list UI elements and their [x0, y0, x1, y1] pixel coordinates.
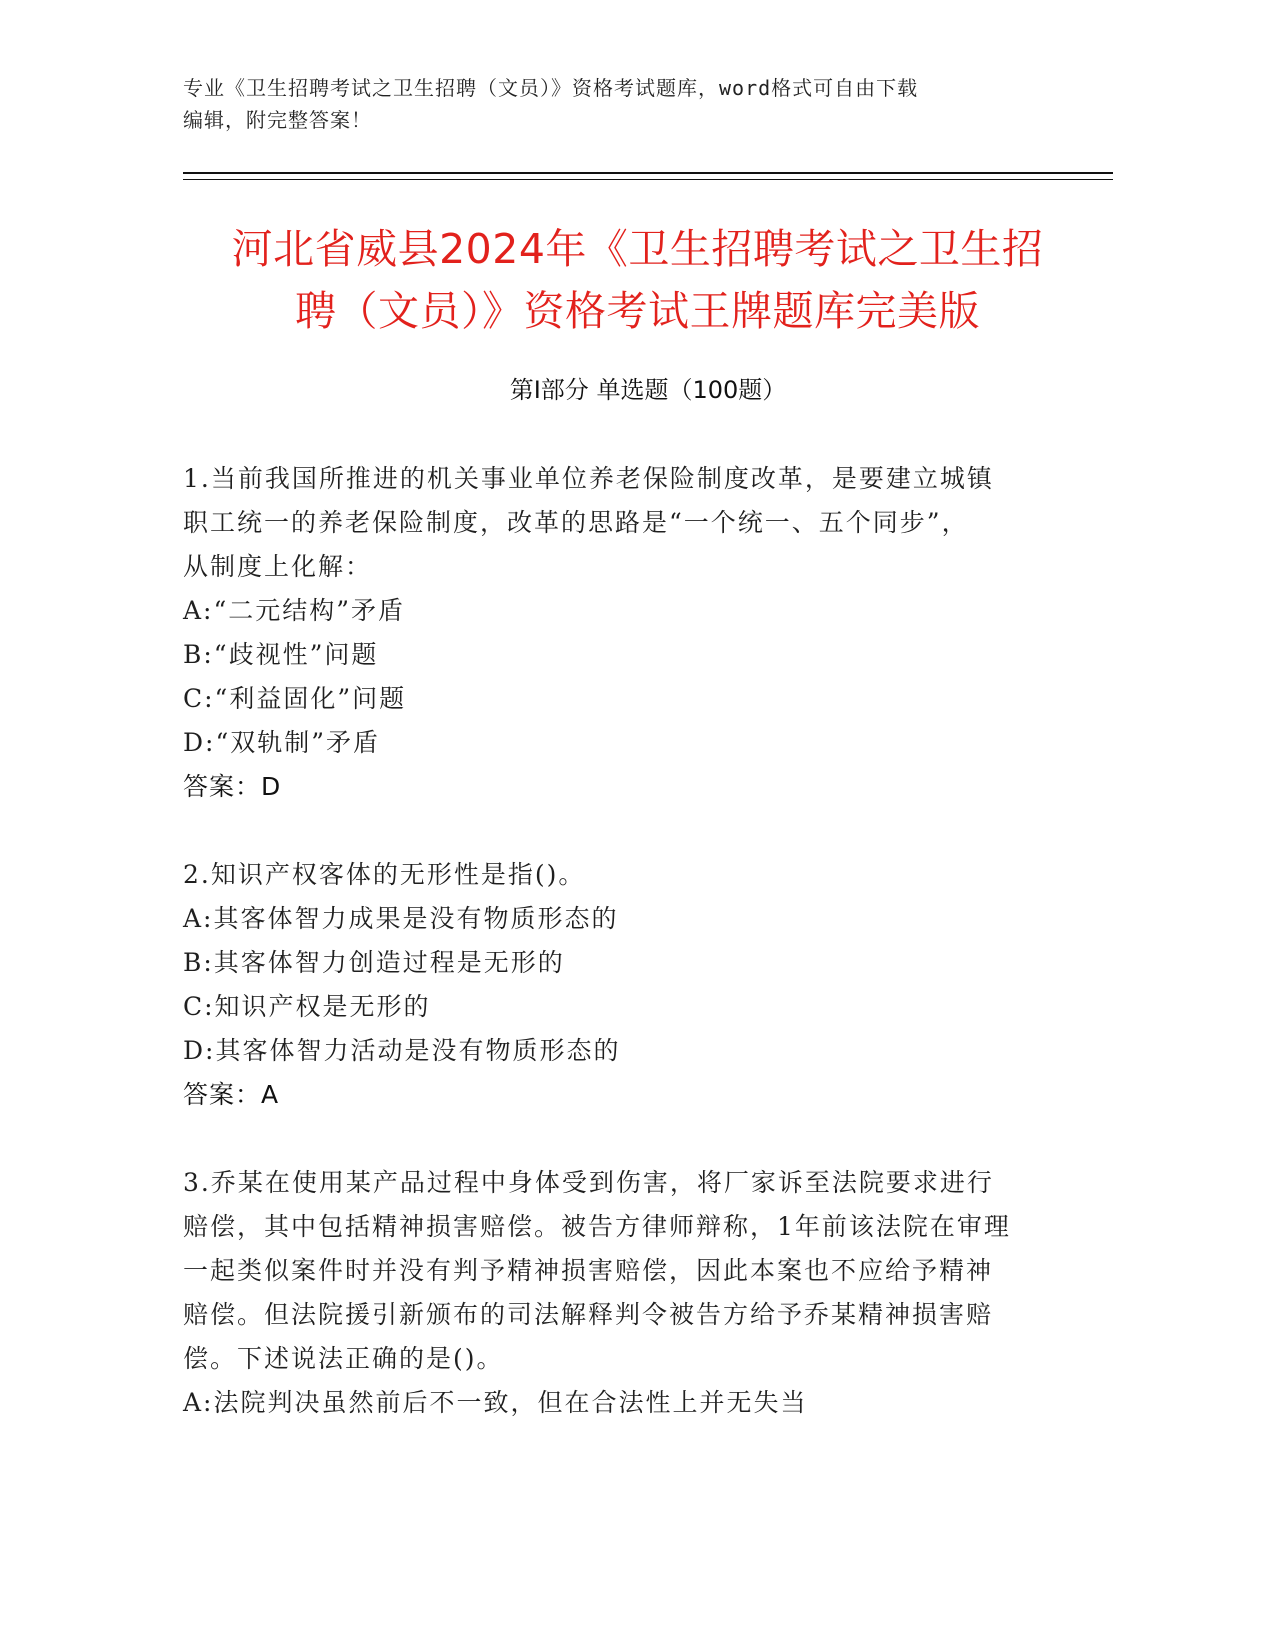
header-divider-thin: [183, 179, 1113, 180]
question-stem-line: 赔偿，其中包括精神损害赔偿。被告方律师辩称，1年前该法院在审理: [183, 1212, 1011, 1241]
option-b: B:“歧视性”问题: [183, 640, 379, 669]
question-stem-line: 从制度上化解：: [183, 552, 373, 581]
option-b: B:其客体智力创造过程是无形的: [183, 948, 565, 977]
question-list: [183, 457, 1063, 1469]
option-a: A:其客体智力成果是没有物质形态的: [183, 904, 619, 933]
header-note: [183, 72, 1063, 136]
question-stem-line: 偿。下述说法正确的是()。: [183, 1344, 504, 1373]
header-note-line-2: 编辑，附完整答案！: [183, 108, 372, 132]
document-title-line-1: 河北省威县2024年《卫生招聘考试之卫生招: [231, 225, 1044, 273]
option-c: C:知识产权是无形的: [183, 992, 431, 1021]
question-stem-line: 赔偿。但法院援引新颁布的司法解释判令被告方给予乔某精神损害赔: [183, 1300, 994, 1329]
question-item: [183, 853, 1063, 1117]
section-title: 第Ⅰ部分 单选题（100题）: [509, 376, 787, 404]
option-c: C:“利益固化”问题: [183, 684, 407, 713]
option-a: A:“二元结构”矛盾: [183, 596, 406, 625]
answer-line: 答案：D: [183, 772, 282, 801]
document-title: [170, 218, 1105, 342]
option-d: D:“双轨制”矛盾: [183, 728, 381, 757]
header-note-line-1: 专业《卫生招聘考试之卫生招聘（文员）》资格考试题库，word格式可自由下载: [183, 76, 919, 100]
question-item: [183, 457, 1063, 809]
question-item: [183, 1161, 1063, 1425]
document-title-line-2: 聘（文员）》资格考试王牌题库完美版: [295, 287, 980, 335]
option-a: A:法院判决虽然前后不一致，但在合法性上并无失当: [183, 1388, 808, 1417]
question-stem-line: 一起类似案件时并没有判予精神损害赔偿，因此本案也不应给予精神: [183, 1256, 994, 1285]
question-stem-line: 3.乔某在使用某产品过程中身体受到伤害，将厂家诉至法院要求进行: [183, 1168, 994, 1197]
question-stem-line: 职工统一的养老保险制度，改革的思路是“一个统一、五个同步”，: [183, 508, 969, 537]
answer-line: 答案：A: [183, 1080, 280, 1109]
option-d: D:其客体智力活动是没有物质形态的: [183, 1036, 621, 1065]
question-stem-line: 1.当前我国所推进的机关事业单位养老保险制度改革，是要建立城镇: [183, 464, 994, 493]
question-stem-line: 2.知识产权客体的无形性是指()。: [183, 860, 586, 889]
header-divider-thick: [183, 172, 1113, 174]
